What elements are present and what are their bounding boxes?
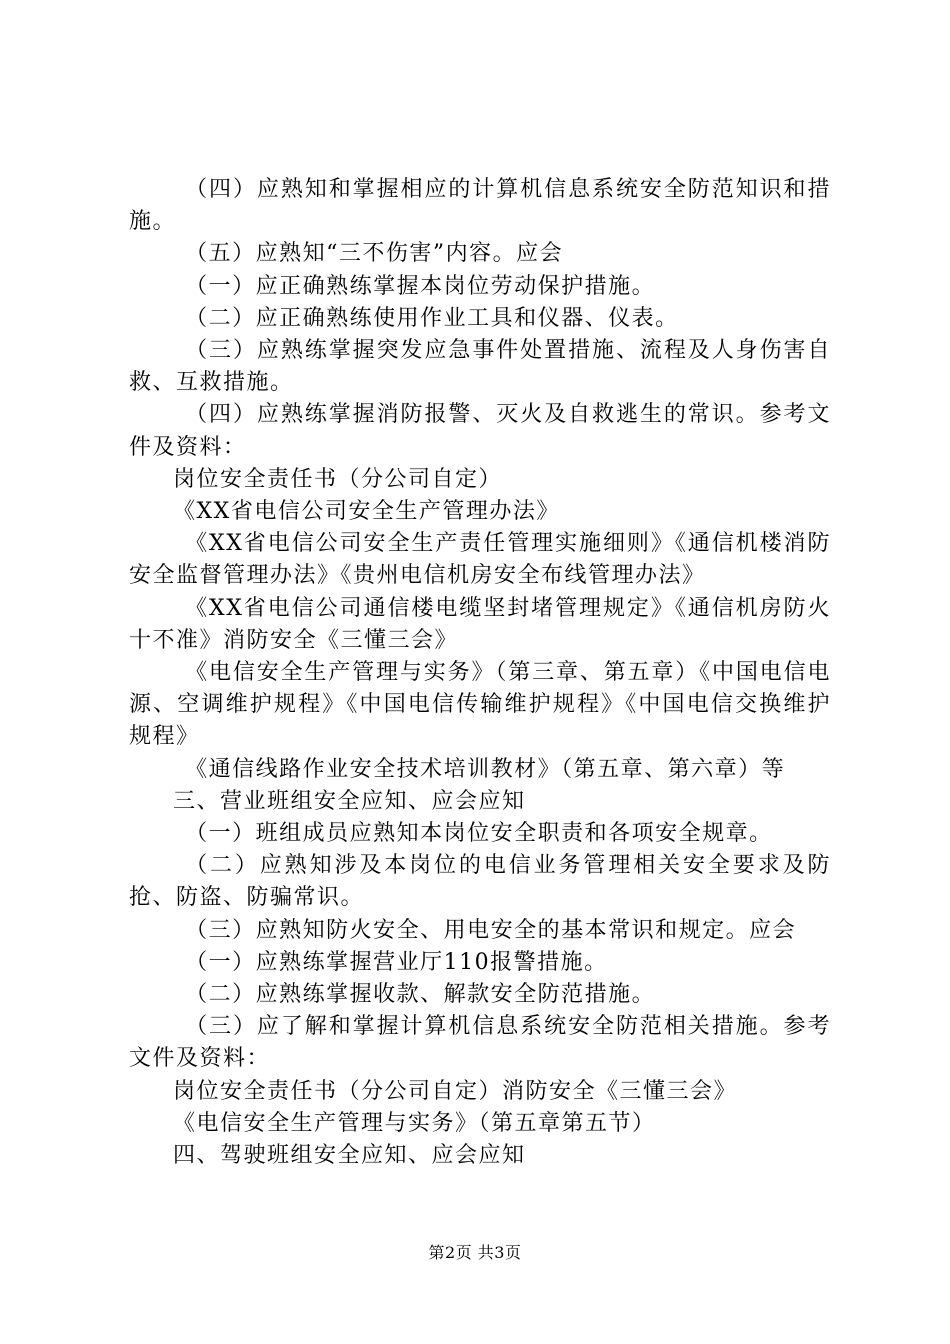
section-heading-4: 四、驾驶班组安全应知、应会应知: [173, 1143, 526, 1169]
paragraph-5: （三）应熟练掌握突发应急事件处置措施、流程及人身伤害自救、互救措施。: [129, 338, 831, 396]
paragraph-18: （二）应熟练掌握收款、解款安全防范措施。: [185, 982, 656, 1008]
section-heading-3: 三、营业班组安全应知、应会应知: [173, 788, 526, 814]
paragraph-19: （三）应了解和掌握计算机信息系统安全防范相关措施。参考文件及资料：: [129, 1014, 831, 1072]
paragraph-3: （一）应正确熟练掌握本岗位劳动保护措施。: [185, 273, 656, 299]
paragraph-15: （二）应熟知涉及本岗位的电信业务管理相关安全要求及防抢、防盗、防骗常识。: [129, 853, 831, 911]
paragraph-16: （三）应熟知防火安全、用电安全的基本常识和规定。应会: [185, 917, 797, 943]
paragraph-21: 《电信安全生产管理与实务》（第五章第五节）: [173, 1110, 656, 1136]
paragraph-11: 《电信安全生产管理与实务》（第三章、第五章）《中国电信电源、空调维护规程》《中国电信传输维护规程》《中国电信交换维护规程》: [129, 660, 831, 750]
paragraph-2: （五）应熟知“三不伤害”内容。应会: [185, 241, 564, 267]
paragraph-4: （二）应正确熟练使用作业工具和仪器、仪表。: [185, 305, 679, 331]
paragraph-1: （四）应熟知和掌握相应的计算机信息系统安全防范知识和措施。: [129, 177, 831, 235]
paragraph-20: 岗位安全责任书（分公司自定）消防安全《三懂三会》: [173, 1078, 738, 1104]
page-number-footer: 第2页 共3页: [428, 1243, 522, 1262]
paragraph-8: 《XX省电信公司安全生产管理办法》: [173, 499, 560, 525]
document-body: [129, 174, 831, 1172]
paragraph-6: （四）应熟练掌握消防报警、灭火及自救逃生的常识。参考文件及资料：: [129, 402, 831, 460]
paragraph-7: 岗位安全责任书（分公司自定）: [173, 466, 503, 492]
paragraph-10: 《XX省电信公司通信楼电缆坚封堵管理规定》《通信机房防火十不准》消防安全《三懂三会》: [129, 595, 831, 653]
paragraph-14: （一）班组成员应熟知本岗位安全职责和各项安全规章。: [185, 821, 773, 847]
paragraph-17: （一）应熟练掌握营业厅110报警措施。: [185, 949, 608, 975]
paragraph-9: 《XX省电信公司安全生产责任管理实施细则》《通信机楼消防安全监督管理办法》《贵州电信机房安全布线管理办法》: [129, 531, 831, 589]
paragraph-12: 《通信线路作业安全技术培训教材》（第五章、第六章）等: [185, 756, 786, 782]
